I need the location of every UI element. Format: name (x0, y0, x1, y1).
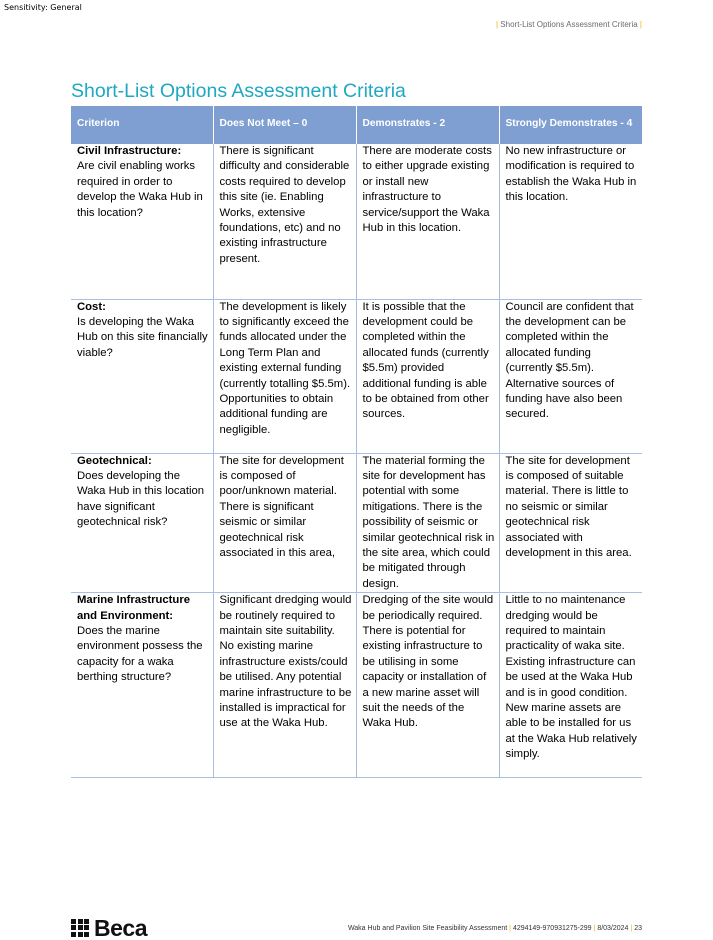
does-not-meet-cell: The development is likely to significantly exceed the funds allocated under the Long Term Plan and existing external funding (currently totalling $5.5m). Opportunities to obtain additional funding are negligible. (213, 299, 356, 453)
criterion-cell (71, 299, 213, 453)
header-strongly-demonstrates: Strongly Demonstrates - 4 (499, 106, 642, 144)
strongly-demonstrates-cell: Little to no maintenance dredging would be required to maintain practicality of waka site. Existing infrastructure can be used at the Waka Hub and is in good condition. New marine assets are able to be installed for us at the Waka Hub relatively simply. (499, 593, 642, 778)
running-header-text: Short-List Options Assessment Criteria (500, 20, 638, 29)
strongly-demonstrates-cell: The site for development is composed of suitable material. There is little to no seismic or similar geotechnical risk associated with development in this area. (499, 453, 642, 593)
page-title: Short-List Options Assessment Criteria (71, 80, 406, 102)
running-header: | Short-List Options Assessment Criteria | (495, 20, 642, 29)
criterion-title: Marine Infrastructure and Environment: (77, 594, 190, 622)
footer-doc-info: Waka Hub and Pavilion Site Feasibility Assessment | 4294149-970931275-299 | 8/03/2024 | 23 (347, 925, 642, 932)
beca-logo (71, 917, 147, 939)
criterion-desc: Is developing the Waka Hub on this site financially viable? (77, 315, 208, 359)
does-not-meet-cell: The site for development is composed of poor/unknown material. There is significant seismic or similar geotechnical risk associated in this area, (213, 453, 356, 593)
criterion-cell (71, 453, 213, 593)
strongly-demonstrates-cell: Council are confident that the development can be completed within the allocated funding (currently $5.5m). Alternative sources of funding have also been secured. (499, 299, 642, 453)
demonstrates-cell: There are moderate costs to either upgrade existing or install new infrastructure to service/support the Waka Hub in this location. (356, 144, 499, 299)
criteria-table (71, 106, 642, 778)
criterion-desc: Are civil enabling works required in order to develop the Waka Hub in this location? (77, 160, 203, 219)
header-criterion: Criterion (71, 106, 213, 144)
demonstrates-cell: It is possible that the development could be completed within the allocated funds (currently $5.5m) provided additional funding is able to be obtained from other sources. (356, 299, 499, 453)
header-does-not-meet: Does Not Meet – 0 (213, 106, 356, 144)
criterion-cell (71, 593, 213, 778)
criterion-title: Cost: (77, 300, 106, 313)
does-not-meet-cell: Significant dredging would be routinely required to maintain site suitability. No existing marine infrastructure exists/could be utilised. Any potential marine infrastructure to be installed is impractical for use at the Waka Hub. (213, 593, 356, 778)
table-row (71, 593, 642, 778)
criterion-desc: Does developing the Waka Hub in this location have significant geotechnical risk? (77, 469, 205, 529)
strongly-demonstrates-cell: No new infrastructure or modification is required to establish the Waka Hub in this location. (499, 144, 642, 299)
criterion-title: Geotechnical: (77, 454, 152, 467)
table-header-row (71, 106, 642, 144)
demonstrates-cell: Dredging of the site would be periodically required. There is potential for existing infrastructure to be utilising in some capacity or installation of a new marine asset will suit the needs of the Waka Hub. (356, 593, 499, 778)
criterion-cell (71, 144, 213, 299)
table-row (71, 299, 642, 453)
table-row (71, 453, 642, 593)
criterion-title: Civil Infrastructure: (77, 145, 182, 157)
table-row (71, 144, 642, 299)
does-not-meet-cell: There is significant difficulty and considerable costs required to develop this site (ie. Enabling Works, extensive foundations, etc) and no existing infrastructure present. (213, 144, 356, 299)
footer-doc-number: 4294149-970931275-299 (512, 925, 592, 932)
criterion-desc: Does the marine environment possess the capacity for a waka berthing structure? (77, 624, 203, 684)
beca-logo-mark-icon (71, 919, 91, 938)
sensitivity-label: Sensitivity: General (4, 3, 82, 12)
header-demonstrates: Demonstrates - 2 (356, 106, 499, 144)
footer-date: 8/03/2024 (597, 925, 629, 932)
beca-logo-text: Beca (94, 915, 147, 940)
footer-doc-title: Waka Hub and Pavilion Site Feasibility Assessment (347, 925, 508, 932)
footer-page-number: 23 (634, 925, 642, 932)
demonstrates-cell: The material forming the site for development has potential with some mitigations. There is the possibility of seismic or similar geotechnical risk in the site area, which could be mitigated through design. (356, 453, 499, 593)
